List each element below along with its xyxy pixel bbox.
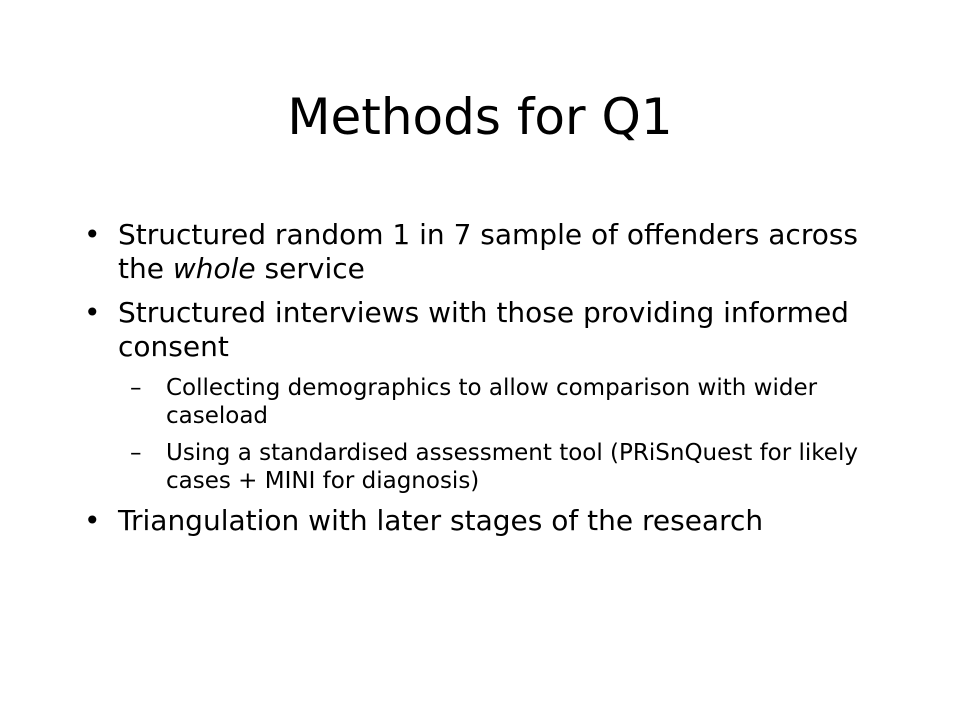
dash-icon: – (130, 440, 142, 466)
bullet-list (84, 218, 884, 548)
sub-bullet-text: Collecting demographics to allow comparison with wider caseload (166, 375, 818, 429)
sub-bullet-item (130, 374, 884, 430)
bullet-text-end: service (255, 252, 365, 285)
bullet-icon: • (84, 504, 101, 537)
bullet-icon: • (84, 296, 101, 329)
bullet-item (84, 296, 884, 364)
sub-bullet-text: Using a standardised assessment tool (PRiSnQuest for likely cases + MINI for diagnosis) (166, 440, 858, 494)
bullet-text-start: Structured random 1 in 7 sample of offenders across the (118, 218, 859, 285)
bullet-text-emphasis: whole (172, 252, 256, 285)
bullet-text (118, 218, 884, 286)
sub-bullet-item (130, 439, 884, 495)
slide-title: Methods for Q1 (287, 88, 673, 146)
bullet-icon: • (84, 218, 101, 251)
bullet-text: Triangulation with later stages of the research (118, 504, 764, 537)
dash-icon: – (130, 375, 142, 401)
bullet-item (84, 504, 884, 538)
bullet-text: Structured interviews with those providing informed consent (118, 296, 849, 363)
bullet-item (84, 218, 884, 286)
